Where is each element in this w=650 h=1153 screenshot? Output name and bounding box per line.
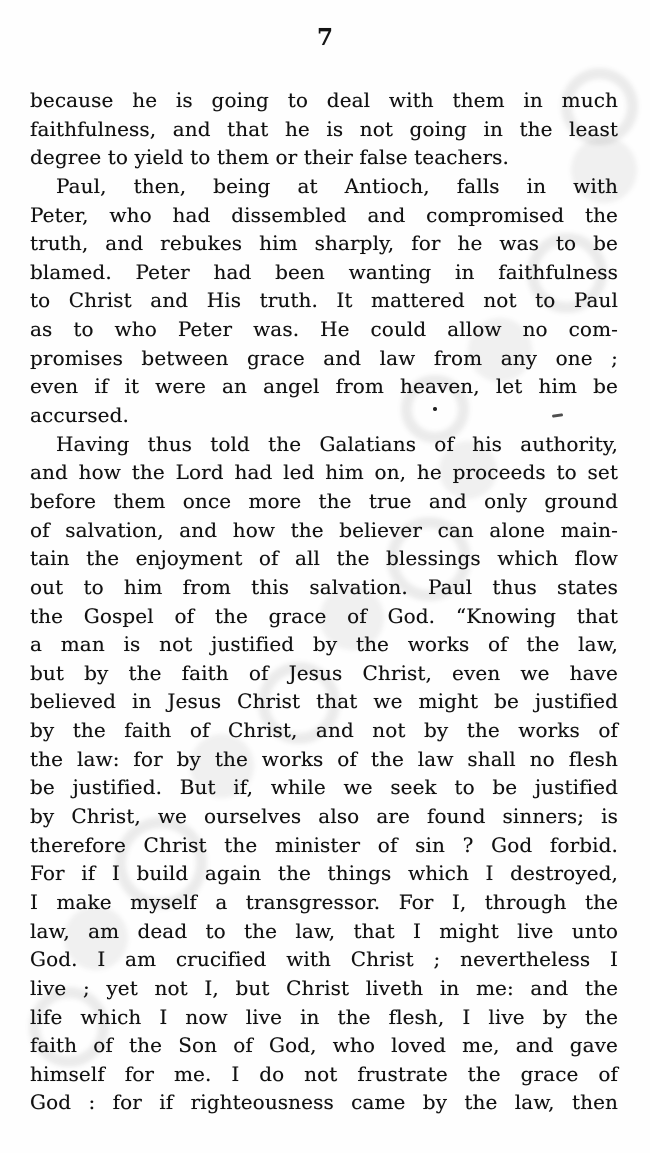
text-line: out to him from this salvation. Paul thus states: [30, 574, 618, 599]
paragraph: [30, 172, 618, 430]
text-line: accursed.: [30, 403, 129, 428]
paragraph: [30, 86, 618, 172]
text-line: degree to yield to them or their false teachers.: [30, 145, 509, 170]
text-line: truth, and rebukes him sharply, for he was to be: [30, 231, 618, 256]
text-line: to Christ and His truth. It mattered not to Paul: [30, 288, 618, 313]
text-line: believed in Jesus Christ that we might be justified: [30, 689, 618, 714]
text-line: faithfulness, and that he is not going in the least: [30, 116, 618, 141]
text-line: Peter, who had dissembled and compromised the: [30, 202, 618, 227]
text-line: Paul, then, being at Antioch, falls in with: [56, 173, 618, 198]
text-line: as to who Peter was. He could allow no com-: [30, 317, 618, 342]
text-line: of salvation, and how the believer can alone main-: [30, 517, 618, 542]
text-line: and how the Lord had led him on, he proceeds to set: [30, 460, 618, 485]
text-line: before them once more the true and only ground: [30, 488, 618, 513]
text-line: life which I now live in the flesh, I live by the: [30, 1004, 618, 1029]
paragraph: [30, 430, 618, 1117]
text-line: tain the enjoyment of all the blessings which flow: [30, 546, 618, 571]
text-line: even if it were an angel from heaven, let him be: [30, 374, 618, 399]
text-line: faith of the Son of God, who loved me, and gave: [30, 1033, 618, 1058]
text-line: by Christ, we ourselves also are found sinners; is: [30, 804, 618, 829]
text-line: therefore Christ the minister of sin ? God forbid.: [30, 832, 618, 857]
text-line: be justified. But if, while we seek to be justified: [30, 775, 618, 800]
text-line: promises between grace and law from any one ;: [30, 345, 618, 370]
text-line: himself for me. I do not frustrate the grace of: [30, 1061, 618, 1086]
text-line: God : for if righteousness came by the law, then: [30, 1090, 618, 1115]
text-line: a man is not justified by the works of the law,: [30, 632, 618, 657]
text-line: but by the faith of Jesus Christ, even we have: [30, 660, 618, 685]
text-line: For if I build again the things which I destroyed,: [30, 861, 618, 886]
scan-artifact-dot: [433, 407, 437, 411]
text-line: blamed. Peter had been wanting in faithfulness: [30, 259, 618, 284]
text-line: Having thus told the Galatians of his authority,: [56, 431, 618, 456]
page-number: 7: [316, 24, 333, 51]
text-line: because he is going to deal with them in much: [30, 88, 618, 112]
text-line: law, am dead to the law, that I might live unto: [30, 918, 618, 943]
text-line: the law: for by the works of the law shall no flesh: [30, 746, 618, 771]
text-line: live ; yet not I, but Christ liveth in me: and the: [30, 975, 618, 1000]
text-line: the Gospel of the grace of God. “Knowing that: [30, 603, 618, 628]
text-line: I make myself a transgressor. For I, through the: [30, 889, 618, 914]
page-text: [30, 86, 618, 1117]
text-line: God. I am crucified with Christ ; nevertheless I: [30, 947, 618, 972]
text-line: by the faith of Christ, and not by the works of: [30, 718, 618, 743]
